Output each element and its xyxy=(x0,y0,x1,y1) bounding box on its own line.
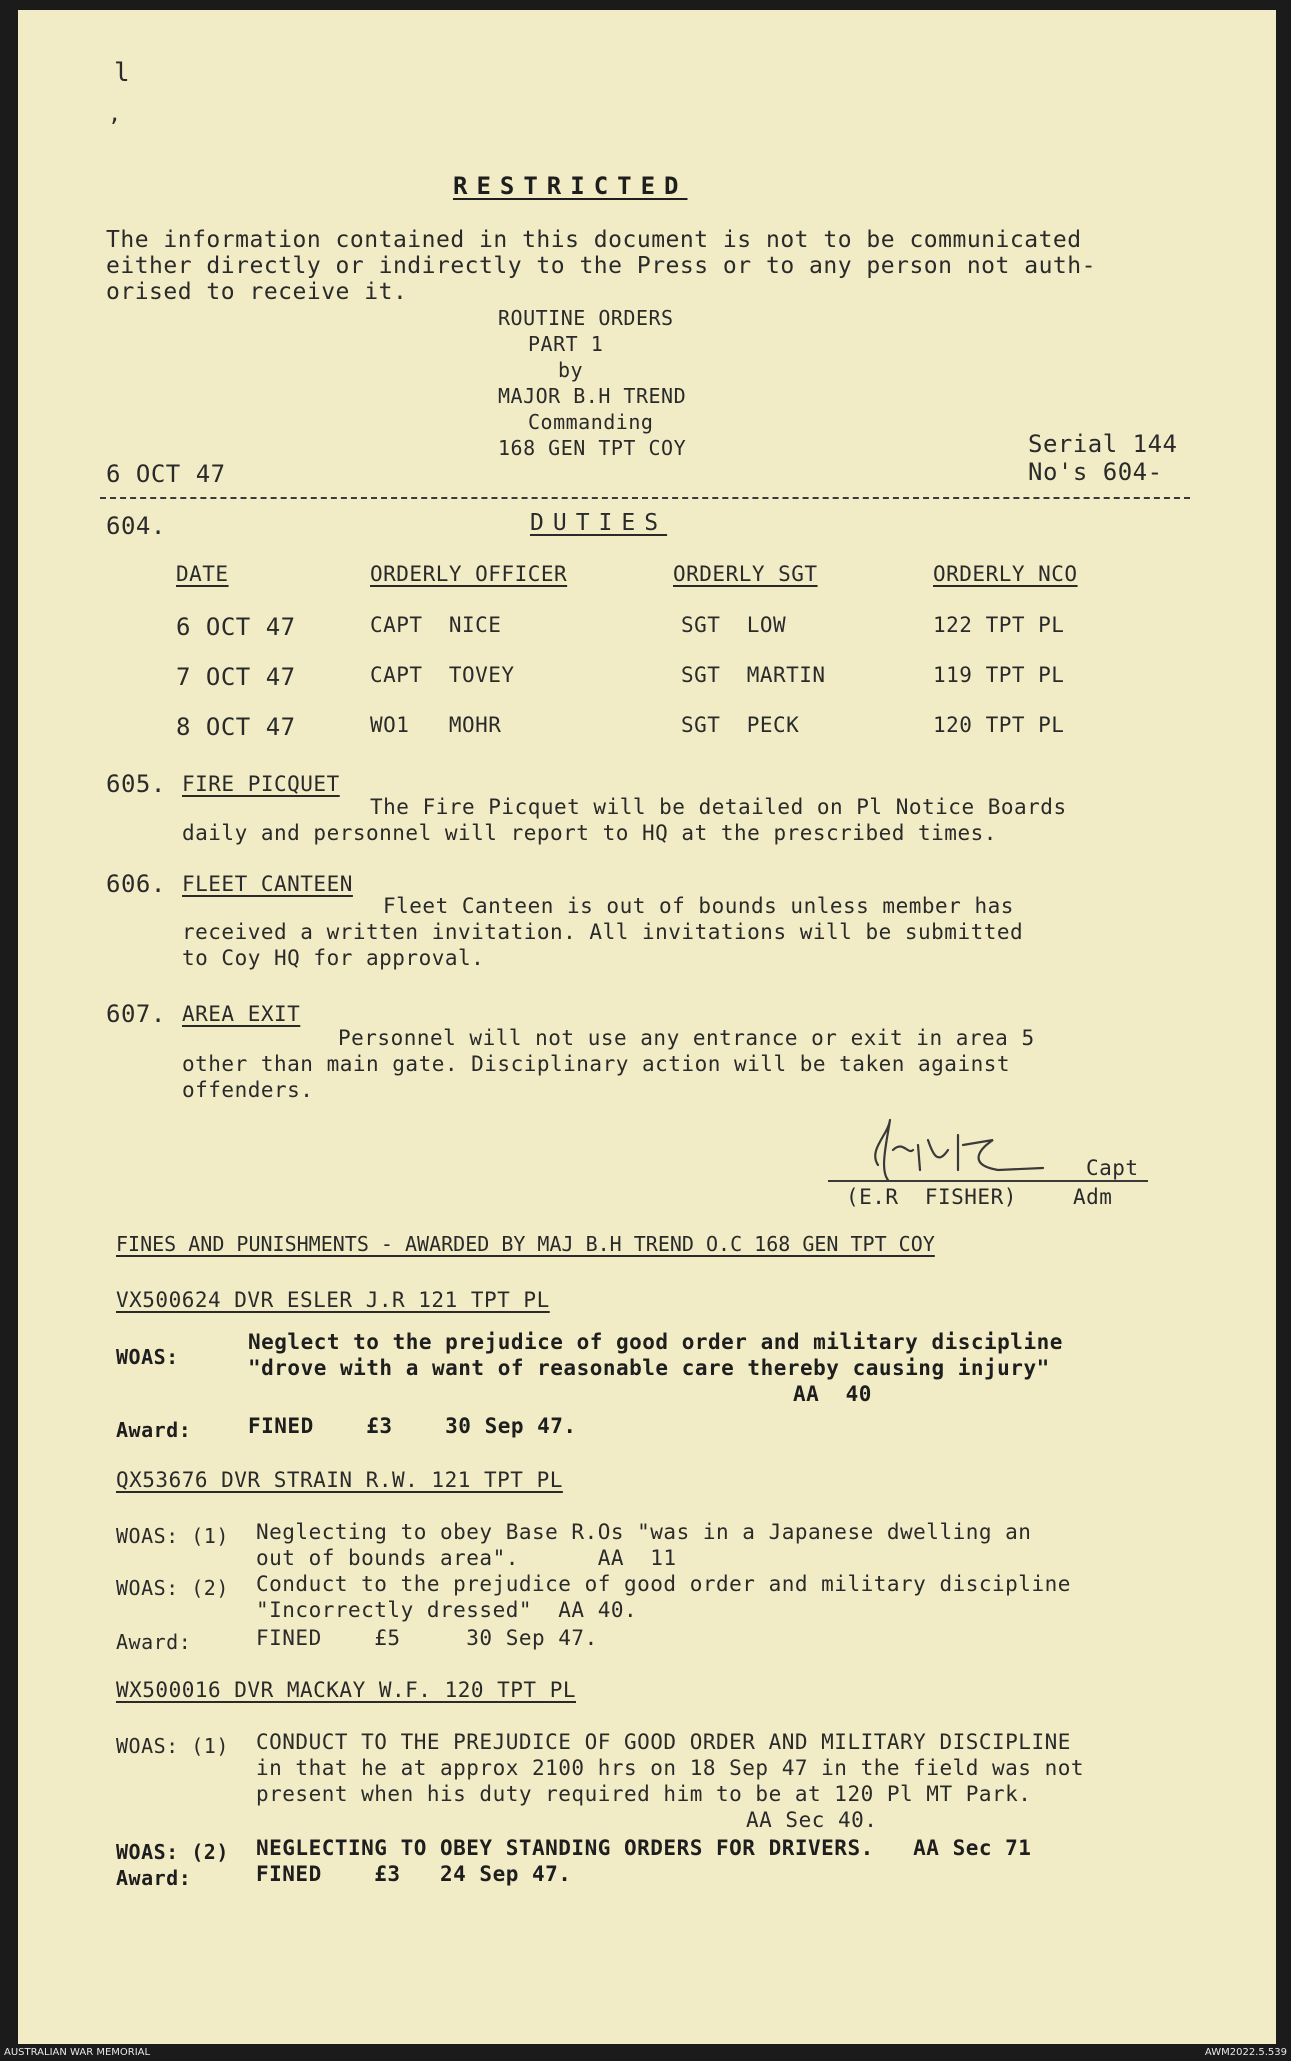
item-607-number: 607. xyxy=(106,1000,166,1028)
item-606-line-3: to Coy HQ for approval. xyxy=(182,946,485,970)
case-3-award: FINED £3 24 Sep 47. xyxy=(256,1862,572,1886)
item-607-line-3: offenders. xyxy=(182,1078,314,1102)
column-date: DATE xyxy=(176,562,229,586)
case-2-award: FINED £5 30 Sep 47. xyxy=(256,1626,598,1650)
item-605-title: FIRE PICQUET xyxy=(182,772,340,796)
item-607-title: AREA EXIT xyxy=(182,1002,301,1026)
corner-tick: , xyxy=(108,102,122,127)
footer-institution: AUSTRALIAN WAR MEMORIAL xyxy=(4,2047,151,2058)
signature-name: (E.R FISHER) xyxy=(846,1185,1017,1209)
case-1-award: FINED £3 30 Sep 47. xyxy=(248,1414,577,1438)
order-date: 6 OCT 47 xyxy=(106,460,226,488)
case-3-charge-1-line-3: present when his duty required him to be at 120 Pl MT Park. xyxy=(256,1782,1032,1806)
order-numbers: No's 604- xyxy=(1028,458,1163,486)
header-line-4: MAJOR B.H TREND xyxy=(498,384,687,408)
case-3-heading: WX500016 DVR MACKAY W.F. 120 TPT PL xyxy=(116,1678,577,1702)
notice-line-3: orised to receive it. xyxy=(106,279,408,305)
restricted-heading: RESTRICTED xyxy=(453,172,688,200)
case-1-line-1: Neglect to the prejudice of good order and military discipline xyxy=(248,1330,1063,1354)
signature-role: Adm xyxy=(1073,1185,1113,1209)
signature-line xyxy=(828,1180,1148,1182)
case-3-charge-1-line-4: AA Sec 40. xyxy=(746,1808,878,1832)
item-606-title: FLEET CANTEEN xyxy=(182,872,353,896)
serial-number: Serial 144 xyxy=(1028,430,1178,458)
case-3-charge-1-line-2: in that he at approx 2100 hrs on 18 Sep 47 in the field was not xyxy=(256,1756,1085,1780)
case-2-charge-2-line-2: "Incorrectly dressed" AA 40. xyxy=(256,1598,638,1622)
column-orderly-nco: ORDERLY NCO xyxy=(933,562,1078,586)
duty-row-1-officer: CAPT NICE xyxy=(370,613,502,637)
case-1-award-label: Award: xyxy=(116,1418,192,1442)
item-607-line-2: other than main gate. Disciplinary action will be taken against xyxy=(182,1052,1011,1076)
header-line-6: 168 GEN TPT COY xyxy=(498,436,687,460)
case-1-line-3: AA 40 xyxy=(793,1382,872,1406)
case-2-charge-1-line-2: out of bounds area". AA 11 xyxy=(256,1546,677,1570)
header-line-1: ROUTINE ORDERS xyxy=(498,306,674,330)
duties-title: DUTIES xyxy=(530,510,668,536)
case-3-charge-1-line-1: CONDUCT TO THE PREJUDICE OF GOOD ORDER AND MILITARY DISCIPLINE xyxy=(256,1730,1071,1754)
item-606-number: 606. xyxy=(106,870,166,898)
duty-row-2-officer: CAPT TOVEY xyxy=(370,663,515,687)
header-line-3: by xyxy=(558,358,584,382)
case-2-charge-1-label: WOAS: (1) xyxy=(116,1524,229,1548)
case-2-charge-2-label: WOAS: (2) xyxy=(116,1576,229,1600)
item-606-line-2: received a written invitation. All invitations will be submitted xyxy=(182,920,1024,944)
document-page xyxy=(18,10,1276,2044)
duty-row-2-nco: 119 TPT PL xyxy=(933,663,1065,687)
notice-line-1: The information contained in this document is not to be communicated xyxy=(106,227,1082,253)
case-3-award-label: Award: xyxy=(116,1866,192,1890)
duties-number: 604. xyxy=(106,512,166,540)
case-1-woas-label: WOAS: xyxy=(116,1345,179,1369)
duty-row-3-sgt: SGT PECK xyxy=(681,713,800,737)
handwritten-signature xyxy=(858,1110,1088,1190)
duty-row-1-nco: 122 TPT PL xyxy=(933,613,1065,637)
duty-row-2-sgt: SGT MARTIN xyxy=(681,663,826,687)
item-605-line-1: The Fire Picquet will be detailed on Pl Notice Boards xyxy=(370,795,1067,819)
case-1-heading: VX500624 DVR ESLER J.R 121 TPT PL xyxy=(116,1288,550,1312)
case-2-charge-1-line-1: Neglecting to obey Base R.Os "was in a Japanese dwelling an xyxy=(256,1520,1032,1544)
header-line-2: PART 1 xyxy=(528,332,604,356)
footer-accession-number: AWM2022.5.539 xyxy=(1204,2047,1287,2058)
case-3-charge-2-line-1: NEGLECTING TO OBEY STANDING ORDERS FOR DRIVERS. AA Sec 71 xyxy=(256,1836,1032,1860)
fines-title: FINES AND PUNISHMENTS - AWARDED BY MAJ B.H TREND O.C 168 GEN TPT COY xyxy=(116,1232,935,1256)
archive-footer xyxy=(0,2045,1291,2061)
corner-mark: l xyxy=(114,58,131,88)
duty-row-3-date: 8 OCT 47 xyxy=(176,713,296,741)
item-606-line-1: Fleet Canteen is out of bounds unless member has xyxy=(383,894,1014,918)
header-line-5: Commanding xyxy=(528,410,654,434)
item-605-line-2: daily and personnel will report to HQ at the prescribed times. xyxy=(182,821,997,845)
column-orderly-sgt: ORDERLY SGT xyxy=(673,562,818,586)
duty-row-1-sgt: SGT LOW xyxy=(681,613,787,637)
duty-row-2-date: 7 OCT 47 xyxy=(176,663,296,691)
notice-line-2: either directly or indirectly to the Press or to any person not auth- xyxy=(106,253,1096,279)
case-3-charge-2-label: WOAS: (2) xyxy=(116,1840,229,1864)
item-607-line-1: Personnel will not use any entrance or exit in area 5 xyxy=(338,1026,1035,1050)
case-2-heading: QX53676 DVR STRAIN R.W. 121 TPT PL xyxy=(116,1468,563,1492)
column-orderly-officer: ORDERLY OFFICER xyxy=(370,562,568,586)
header-divider xyxy=(100,497,1190,499)
case-1-line-2: "drove with a want of reasonable care thereby causing injury" xyxy=(248,1356,1050,1380)
item-605-number: 605. xyxy=(106,770,166,798)
case-2-award-label: Award: xyxy=(116,1630,192,1654)
signature-rank: Capt xyxy=(1086,1156,1139,1180)
duty-row-3-nco: 120 TPT PL xyxy=(933,713,1065,737)
case-2-charge-2-line-1: Conduct to the prejudice of good order and military discipline xyxy=(256,1572,1071,1596)
duty-row-3-officer: WO1 MOHR xyxy=(370,713,502,737)
duty-row-1-date: 6 OCT 47 xyxy=(176,613,296,641)
case-3-charge-1-label: WOAS: (1) xyxy=(116,1734,229,1758)
